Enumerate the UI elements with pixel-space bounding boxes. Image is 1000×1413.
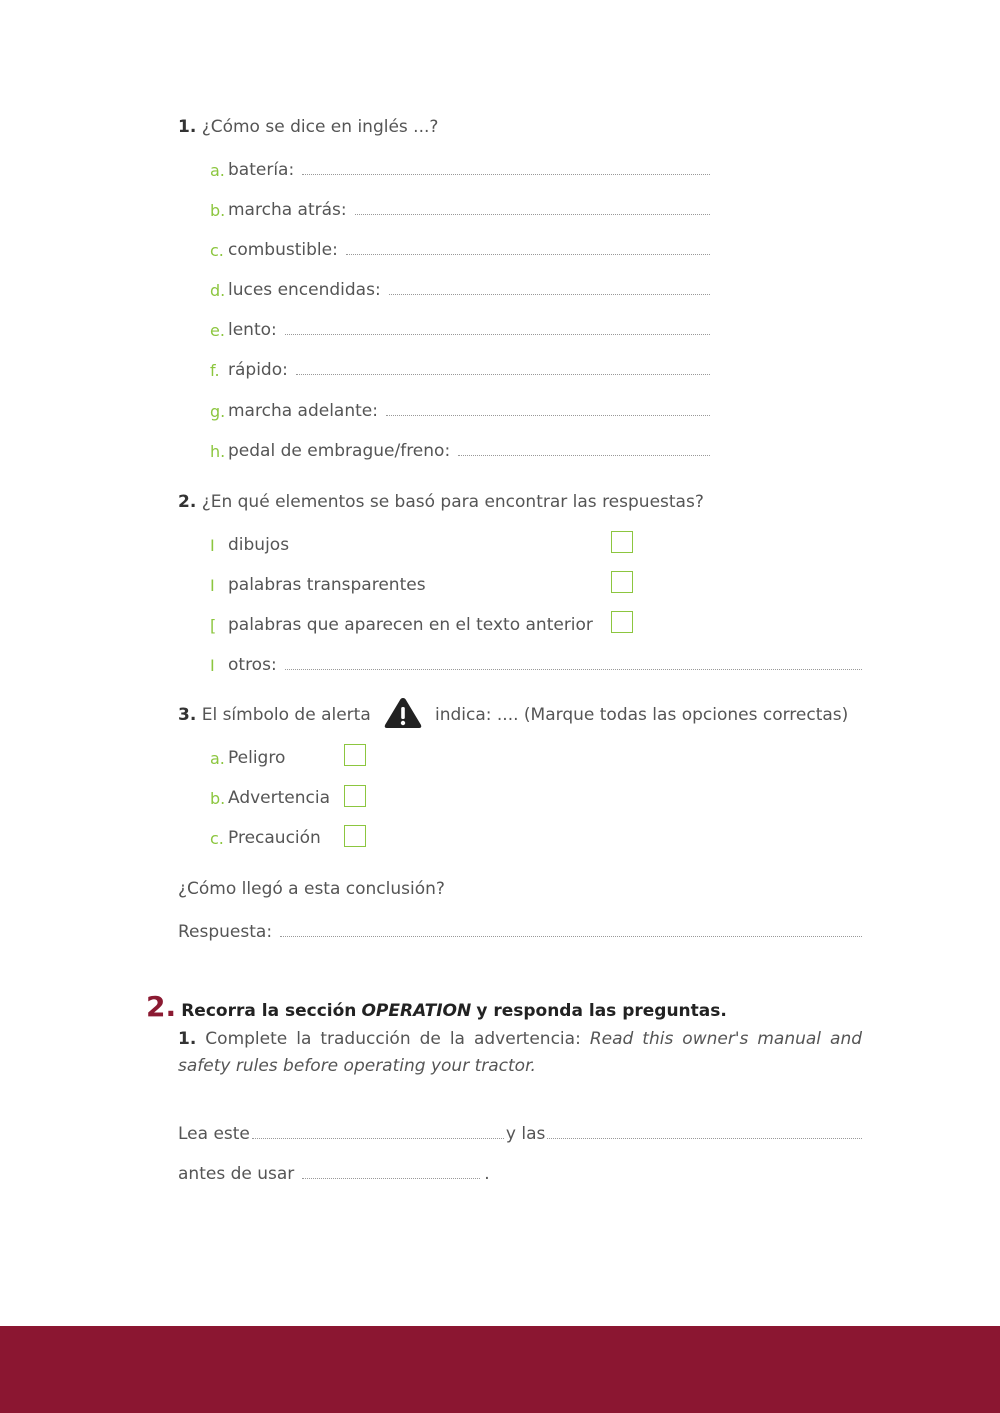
q3-title-start [178, 705, 371, 725]
fill-line1-part1: Lea este [178, 1124, 250, 1144]
section2-q1-number: 1. [178, 1029, 197, 1049]
section2-number: 2. [146, 990, 177, 1023]
q1-item-f [210, 356, 710, 380]
q3-item-label: Advertencia [228, 788, 331, 808]
q2-item-letter: I [210, 536, 215, 555]
section2-title-before: Recorra la sección [181, 1001, 357, 1021]
section2-heading [146, 990, 727, 1023]
fill-line2-end: . [484, 1164, 490, 1184]
q1-item-label: combustible: [228, 240, 338, 260]
q2-item-label: palabras transparentes [228, 575, 426, 595]
q2-title [178, 492, 704, 512]
fill-line-1 [178, 1120, 862, 1144]
q2-item-3 [210, 611, 605, 635]
q2-checkbox-texto-anterior[interactable] [611, 611, 633, 633]
warning-triangle-icon [383, 696, 423, 730]
section2-q1-paragraph [178, 1026, 862, 1080]
q1-item-letter: e. [210, 321, 225, 340]
q3-answer-label: Respuesta: [178, 922, 273, 942]
q1-item-g [210, 397, 710, 421]
answer-line[interactable] [296, 374, 710, 375]
q1-item-letter: a. [210, 161, 225, 180]
answer-line[interactable] [285, 334, 710, 335]
answer-line[interactable] [346, 254, 710, 255]
q3-conclusion-question: ¿Cómo llegó a esta conclusión? [178, 879, 445, 899]
q1-item-label: batería: [228, 160, 295, 180]
fill-line1-part2: y las [505, 1124, 546, 1144]
q1-item-label: luces encendidas: [228, 280, 381, 300]
q2-item-letter: [ [210, 616, 217, 635]
q3-checkbox-advertencia[interactable] [344, 785, 366, 807]
q1-item-a [210, 156, 710, 180]
q1-item-letter: b. [210, 201, 226, 220]
q1-item-letter: d. [210, 281, 226, 300]
q1-item-letter: f. [210, 361, 220, 380]
q1-number: 1. [178, 117, 197, 137]
q1-item-d [210, 276, 710, 300]
q2-checkbox-transparentes[interactable] [611, 571, 633, 593]
footer-band [0, 1326, 1000, 1413]
q1-item-letter: c. [210, 241, 224, 260]
q2-checkbox-dibujos[interactable] [611, 531, 633, 553]
q2-item-letter: I [210, 576, 215, 595]
answer-line[interactable] [280, 936, 862, 937]
q3-item-a [210, 744, 340, 768]
q3-item-b [210, 784, 340, 808]
q2-item-2 [210, 571, 600, 595]
q1-item-label: pedal de embrague/freno: [228, 441, 451, 461]
q2-item-label: otros: [228, 655, 277, 675]
fill-line-2 [178, 1160, 498, 1184]
q1-item-e [210, 316, 710, 340]
q3-number: 3. [178, 705, 197, 725]
q1-item-label: marcha adelante: [228, 401, 378, 421]
q3-item-letter: a. [210, 749, 225, 768]
q3-checkbox-precaucion[interactable] [344, 825, 366, 847]
q3-title-end [435, 705, 848, 725]
q2-item-1 [210, 531, 600, 555]
answer-line[interactable] [386, 415, 710, 416]
answer-line[interactable] [355, 214, 710, 215]
q1-item-label: marcha atrás: [228, 200, 347, 220]
answer-line[interactable] [458, 455, 710, 456]
answer-line[interactable] [389, 294, 710, 295]
q1-item-c [210, 236, 710, 260]
q3-checkbox-peligro[interactable] [344, 744, 366, 766]
q2-number: 2. [178, 492, 197, 512]
q3-text-before: El símbolo de alerta [201, 705, 371, 725]
q1-item-letter: g. [210, 402, 226, 421]
q1-item-label: lento: [228, 320, 277, 340]
q2-item-letter: I [210, 656, 215, 675]
answer-line[interactable] [302, 174, 710, 175]
answer-line[interactable] [302, 1178, 480, 1179]
section2-title-after: y responda las preguntas. [476, 1001, 727, 1021]
q3-item-label: Precaución [228, 828, 321, 848]
fill-line2-part1: antes de usar [178, 1164, 295, 1184]
section2-q1-text: Complete la traducción de la advertencia: [205, 1029, 581, 1049]
q2-item-label: dibujos [228, 535, 290, 555]
q3-item-label: Peligro [228, 748, 286, 768]
answer-line[interactable] [252, 1138, 504, 1139]
answer-line[interactable] [285, 669, 862, 670]
q1-item-label: rápido: [228, 360, 288, 380]
q1-title [178, 117, 438, 137]
section2-title-emph: OPERATION [361, 1001, 472, 1021]
q2-item-label: palabras que aparecen en el texto anterior [228, 615, 593, 635]
q2-text: ¿En qué elementos se basó para encontrar las respuestas? [201, 492, 704, 512]
answer-line[interactable] [547, 1138, 862, 1139]
q3-answer-row [178, 918, 862, 942]
q3-item-letter: c. [210, 829, 224, 848]
q3-item-letter: b. [210, 789, 226, 808]
q1-item-letter: h. [210, 442, 226, 461]
q1-text: ¿Cómo se dice en inglés ...? [201, 117, 439, 137]
q1-item-b [210, 196, 710, 220]
q1-item-h [210, 437, 710, 461]
q3-item-c [210, 824, 340, 848]
q2-item-4 [210, 651, 862, 675]
section2-q1-quote: Read this owner's manual and safety rules before operating your tractor. [178, 1029, 863, 1076]
q3-text-after: indica: .... (Marque todas las opciones correctas) [435, 705, 849, 725]
